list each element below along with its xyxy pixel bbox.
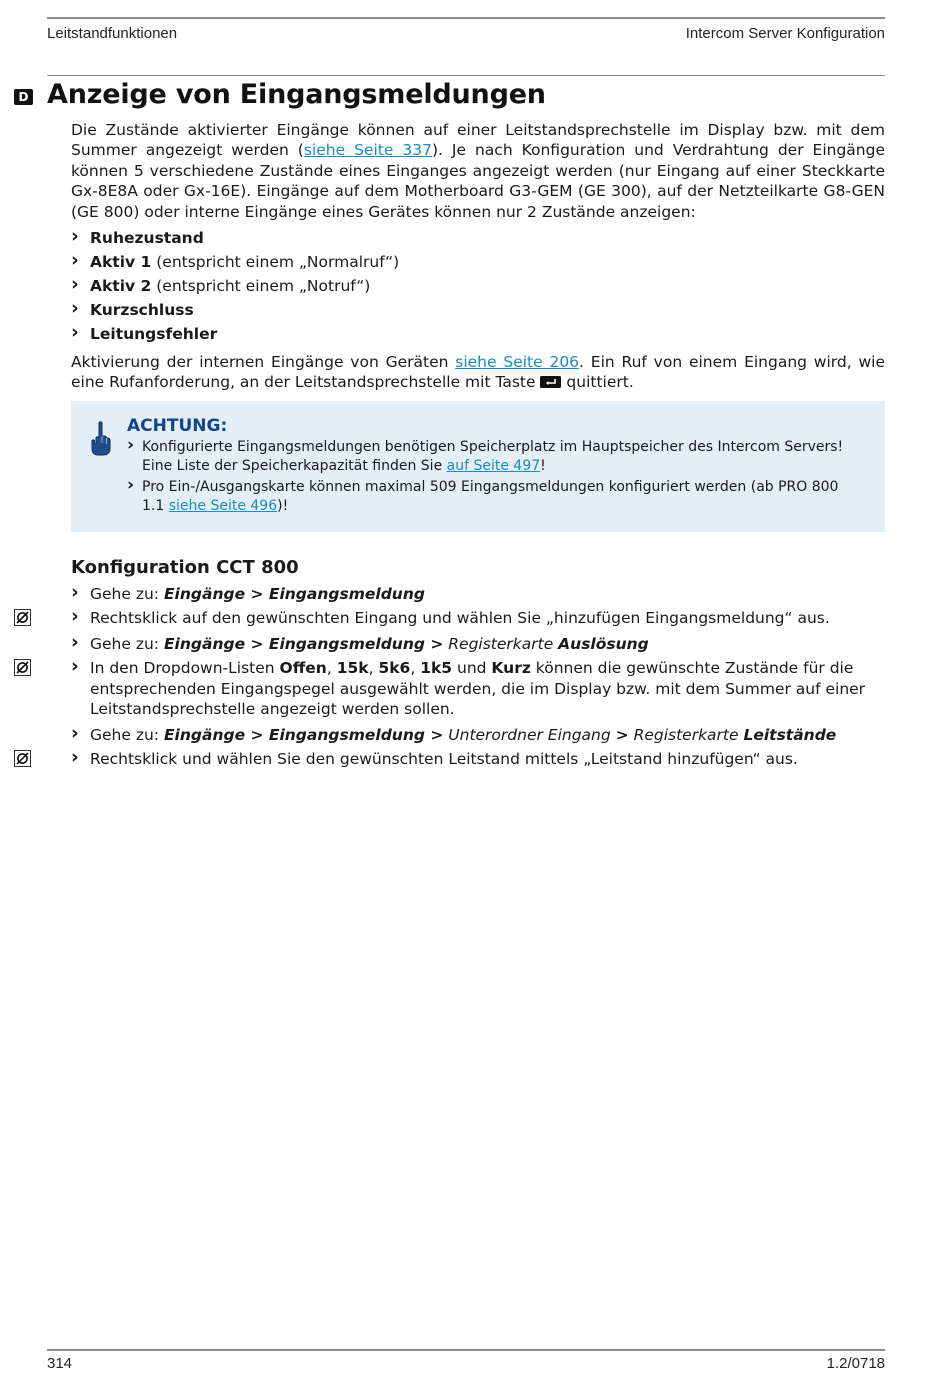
list-item — [127, 438, 861, 477]
intro-paragraph — [71, 120, 885, 222]
menu-path: Eingänge > Eingangsmeldung — [163, 584, 425, 603]
list-item — [71, 658, 885, 719]
state-name: Kurzschluss — [90, 300, 194, 319]
step-text: Gehe zu: — [90, 726, 164, 745]
list-item — [71, 252, 885, 272]
step-text: Rechtsklick und wählen Sie den gewünschten Leitstand mittels „Leitstand hinzufügen“ aus. — [90, 750, 798, 769]
list-item — [127, 478, 861, 517]
option-name: 15k — [336, 659, 369, 678]
configuration-tool-icon — [14, 609, 31, 626]
language-marker-icon: D — [14, 89, 33, 105]
configuration-tool-icon — [14, 750, 31, 767]
pointing-hand-icon — [90, 421, 112, 457]
activation-text-1: Aktivierung der internen Eingänge von Geräten — [71, 353, 456, 372]
link-page-497[interactable]: auf Seite 497 — [446, 458, 541, 475]
state-note: (entspricht einem „Normalruf“) — [151, 252, 400, 271]
step-text: können die gewünschte Zustände für die entsprechenden Eingangspegel ausgewählt werden, die im Display bzw. mit dem Summer auf einer Leitstandsprechstelle angezeigt werden sollen. — [90, 659, 866, 718]
section-title: Anzeige von Eingangsmeldungen — [47, 79, 546, 110]
option-name: Kurz — [491, 659, 531, 678]
link-page-496[interactable]: siehe Seite 496 — [168, 498, 278, 515]
tab-name: Auslösung — [558, 635, 649, 654]
page-footer — [47, 1349, 885, 1372]
configuration-tool-icon — [14, 659, 31, 676]
subfolder-label: Unterordner Eingang — [443, 726, 616, 745]
link-page-337[interactable]: siehe Seite 337 — [303, 141, 432, 160]
step-text: Gehe zu: — [90, 635, 164, 654]
list-item — [71, 634, 885, 654]
warning-box — [71, 401, 885, 532]
menu-path: Eingänge > Eingangsmeldung > — [163, 635, 444, 654]
separator: , — [326, 659, 337, 678]
list-item — [71, 584, 885, 604]
header-divider — [47, 75, 885, 76]
state-name: Aktiv 2 — [90, 276, 152, 295]
activation-paragraph — [71, 352, 885, 393]
activation-text-2: . Ein Ruf von einem Eingang wird, wie eine Rufanforderung, an der Leitstandsprechstelle mit Taste — [71, 353, 885, 392]
page-header — [47, 17, 885, 49]
enter-key-icon — [540, 376, 561, 388]
config-heading: Konfiguration CCT 800 — [71, 556, 299, 578]
option-name: Offen — [279, 659, 327, 678]
list-item — [71, 324, 885, 344]
step-text: In den Dropdown-Listen — [90, 659, 280, 678]
warning-title: ACHTUNG: — [127, 415, 228, 436]
state-name: Leitungsfehler — [90, 324, 218, 343]
intro-text-1: Die Zustände aktivierter Eingänge können auf einer Leitstandsprechstelle im Display bzw. mit dem Summer angezeigt werden ( — [71, 121, 885, 160]
option-name: 5k6 — [378, 659, 411, 678]
list-item — [71, 276, 885, 296]
state-name: Aktiv 1 — [90, 252, 152, 271]
warning-text-end: )! — [277, 498, 289, 515]
warning-list — [127, 438, 861, 517]
state-list — [71, 228, 885, 344]
page-number: 314 — [47, 1355, 73, 1372]
warning-text: Konfigurierte Eingangsmeldungen benötigen Speicherplatz im Hauptspeicher des Intercom Servers! Eine Liste der Speicherkapazität finden Sie — [142, 438, 844, 475]
intro-text-2: ). Je nach Konfiguration und Verdrahtung der Eingänge können 5 verschiedene Zustände eines Einganges angezeigt werden (nur Eingang auf einer Steckkarte Gx-8E8A oder Gx-16E). Eingänge auf dem Motherboard G3-GEM (GE 300), auf der Netzteilkarte G8-GEN (GE 800) oder interne Eingänge eines Gerätes können nur 2 Zustände anzeigen: — [71, 141, 886, 221]
page-content — [71, 120, 885, 773]
header-chapter: Leitstandfunktionen — [47, 25, 178, 42]
state-note: (entspricht einem „Notruf“) — [151, 276, 371, 295]
header-document-title: Intercom Server Konfiguration — [685, 25, 885, 42]
tab-label-prefix: Registerkarte — [628, 726, 744, 745]
separator: , — [368, 659, 379, 678]
step-text: Rechtsklick auf den gewünschten Eingang und wählen Sie „hinzufügen Eingangsmeldung“ aus. — [90, 608, 830, 627]
warning-text: Pro Ein-/Ausgangskarte können maximal 509 Eingangsmeldungen konfiguriert werden (ab PRO 800 1.1 — [142, 478, 839, 515]
warning-text-end: ! — [540, 458, 546, 475]
activation-text-3: quittiert. — [561, 373, 634, 392]
tab-label-prefix: Registerkarte — [443, 635, 559, 654]
list-item — [71, 608, 885, 628]
path-separator: > — [615, 726, 629, 745]
tab-name: Leitstände — [743, 726, 837, 745]
document-version: 1.2/0718 — [826, 1355, 885, 1372]
list-item — [71, 228, 885, 248]
list-item — [71, 725, 885, 745]
menu-path: Eingänge > Eingangsmeldung > — [163, 726, 444, 745]
link-page-206[interactable]: siehe Seite 206 — [455, 353, 580, 372]
step-text: Gehe zu: — [90, 584, 164, 603]
separator: und — [452, 659, 492, 678]
state-name: Ruhezustand — [90, 229, 204, 248]
config-steps — [71, 584, 885, 770]
separator: , — [410, 659, 421, 678]
list-item — [71, 300, 885, 320]
list-item — [71, 749, 885, 769]
option-name: 1k5 — [420, 659, 453, 678]
